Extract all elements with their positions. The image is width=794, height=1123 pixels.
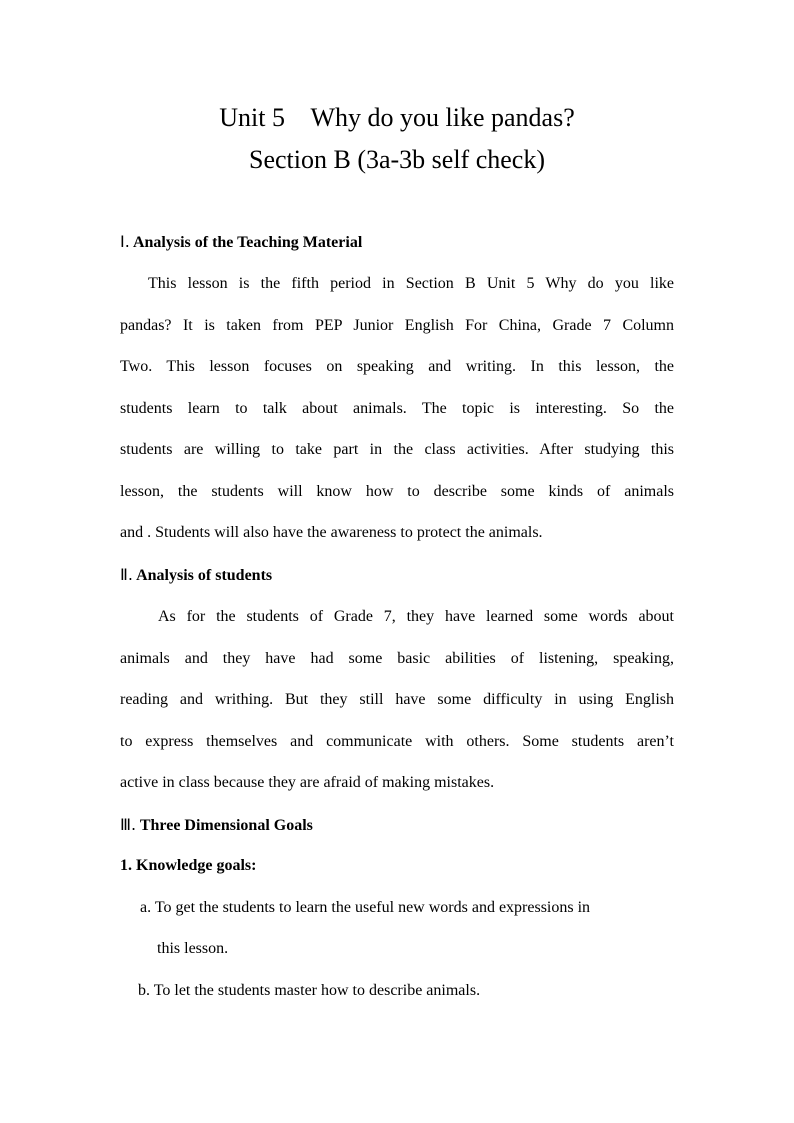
paragraph-line: students learn to talk about animals. The topic is interesting. So the (120, 399, 674, 417)
paragraph-line: As for the students of Grade 7, they have learned some words about (158, 608, 674, 625)
section-numeral: Ⅲ. (120, 815, 137, 834)
paragraph-line: lesson, the students will know how to describe some kinds of animals (120, 482, 674, 500)
paragraph-line: and . Students will also have the awareness to protect the animals. (120, 524, 543, 541)
paragraph-line: Two. This lesson focuses on speaking and writing. In this lesson, the (120, 358, 674, 375)
paragraph-line: active in class because they are afraid of making mistakes. (120, 774, 495, 791)
document-title-line2: Section B (3a-3b self check) (248, 145, 545, 174)
paragraph-line: reading and writhing. But they still have some difficulty in using English (120, 691, 674, 708)
section-heading-text: Analysis of students (136, 567, 273, 584)
paragraph-students (120, 596, 674, 804)
paragraph-material (120, 263, 674, 554)
section-numeral: Ⅰ. (120, 232, 130, 251)
section-heading-goals (120, 814, 313, 837)
paragraph-line: to express themselves and communicate with others. Some students aren’t (120, 732, 674, 750)
section-heading-students (120, 564, 272, 587)
subheading-knowledge-goals: 1. Knowledge goals: (120, 857, 257, 874)
document-title-line1: Unit 5 Why do you like pandas? (219, 103, 575, 132)
goal-item-a-line2: this lesson. (157, 940, 229, 957)
section-heading-text: Three Dimensional Goals (139, 817, 313, 834)
goal-item-a-line1: a. To get the students to learn the useful new words and expressions in (140, 899, 591, 916)
paragraph-line: pandas? It is taken from PEP Junior English For China, Grade 7 Column (120, 316, 674, 334)
section-heading-text: Analysis of the Teaching Material (132, 234, 363, 251)
paragraph-line: animals and they have had some basic abilities of listening, speaking, (120, 649, 674, 667)
paragraph-line: This lesson is the fifth period in Section B Unit 5 Why do you like (148, 275, 674, 292)
goal-item-b: b. To let the students master how to describe animals. (138, 982, 481, 999)
paragraph-line: students are willing to take part in the class activities. After studying this (120, 441, 674, 458)
section-heading-material (120, 231, 362, 254)
section-numeral: Ⅱ. (120, 565, 133, 584)
